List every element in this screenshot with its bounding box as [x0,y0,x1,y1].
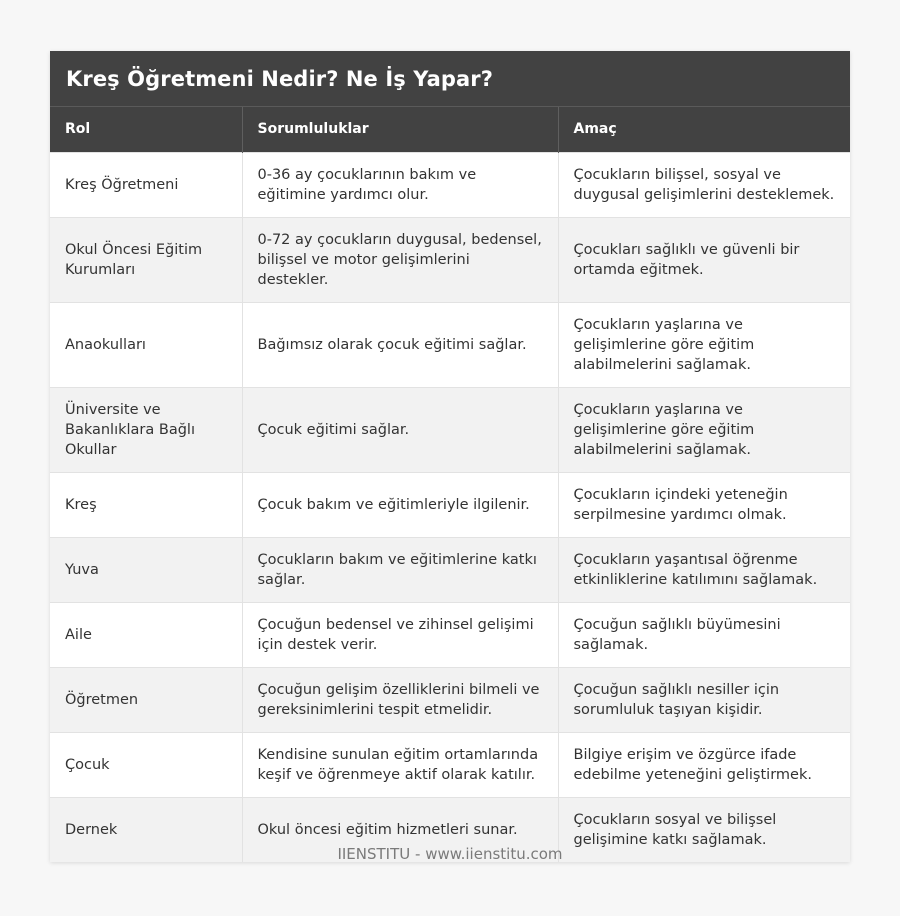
data-table [50,107,850,862]
table-row [50,602,850,667]
cell-sorumluluklar: Okul öncesi eğitim hizmetleri sunar. [242,797,558,862]
column-header-amac: Amaç [558,107,850,152]
table-body [50,152,850,862]
cell-sorumluluklar: Çocuk eğitimi sağlar. [242,387,558,472]
cell-sorumluluklar: 0-72 ay çocukların duygusal, bedensel, bilişsel ve motor gelişimlerini destekler. [242,217,558,302]
table-header [50,107,850,152]
cell-rol: Anaokulları [50,302,242,387]
cell-rol: Öğretmen [50,667,242,732]
table-row [50,472,850,537]
cell-sorumluluklar: Çocuğun gelişim özelliklerini bilmeli ve gereksinimlerini tespit etmelidir. [242,667,558,732]
table-row [50,217,850,302]
cell-amac: Çocuğun sağlıklı büyümesini sağlamak. [558,602,850,667]
header-row [50,107,850,152]
table-row [50,152,850,217]
table-card [50,51,850,862]
cell-sorumluluklar: Bağımsız olarak çocuk eğitimi sağlar. [242,302,558,387]
column-header-sorumluluklar: Sorumluluklar [242,107,558,152]
cell-amac: Çocukları sağlıklı ve güvenli bir ortamda eğitmek. [558,217,850,302]
column-header-rol: Rol [50,107,242,152]
cell-rol: Üniversite ve Bakanlıklara Bağlı Okullar [50,387,242,472]
table-row [50,387,850,472]
cell-rol: Kreş Öğretmeni [50,152,242,217]
table-row [50,302,850,387]
cell-amac: Çocuğun sağlıklı nesiller için sorumluluk taşıyan kişidir. [558,667,850,732]
table-row [50,537,850,602]
cell-rol: Kreş [50,472,242,537]
page-title: Kreş Öğretmeni Nedir? Ne İş Yapar? [66,66,494,91]
cell-amac: Bilgiye erişim ve özgürce ifade edebilme yeteneğini geliştirmek. [558,732,850,797]
cell-amac: Çocukların yaşlarına ve gelişimlerine göre eğitim alabilmelerini sağlamak. [558,387,850,472]
cell-amac: Çocukların sosyal ve bilişsel gelişimine katkı sağlamak. [558,797,850,862]
cell-sorumluluklar: Kendisine sunulan eğitim ortamlarında keşif ve öğrenmeye aktif olarak katılır. [242,732,558,797]
cell-rol: Okul Öncesi Eğitim Kurumları [50,217,242,302]
cell-amac: Çocukların içindeki yeteneğin serpilmesine yardımcı olmak. [558,472,850,537]
cell-amac: Çocukların bilişsel, sosyal ve duygusal gelişimlerini desteklemek. [558,152,850,217]
cell-sorumluluklar: Çocukların bakım ve eğitimlerine katkı sağlar. [242,537,558,602]
cell-sorumluluklar: Çocuğun bedensel ve zihinsel gelişimi için destek verir. [242,602,558,667]
table-row [50,667,850,732]
cell-amac: Çocukların yaşantısal öğrenme etkinliklerine katılımını sağlamak. [558,537,850,602]
footer-credit: IIENSTITU - www.iienstitu.com [337,845,563,863]
cell-amac: Çocukların yaşlarına ve gelişimlerine göre eğitim alabilmelerini sağlamak. [558,302,850,387]
cell-rol: Yuva [50,537,242,602]
cell-sorumluluklar: Çocuk bakım ve eğitimleriyle ilgilenir. [242,472,558,537]
cell-rol: Dernek [50,797,242,862]
cell-sorumluluklar: 0-36 ay çocuklarının bakım ve eğitimine yardımcı olur. [242,152,558,217]
table-row [50,732,850,797]
title-bar [50,51,850,107]
cell-rol: Aile [50,602,242,667]
cell-rol: Çocuk [50,732,242,797]
